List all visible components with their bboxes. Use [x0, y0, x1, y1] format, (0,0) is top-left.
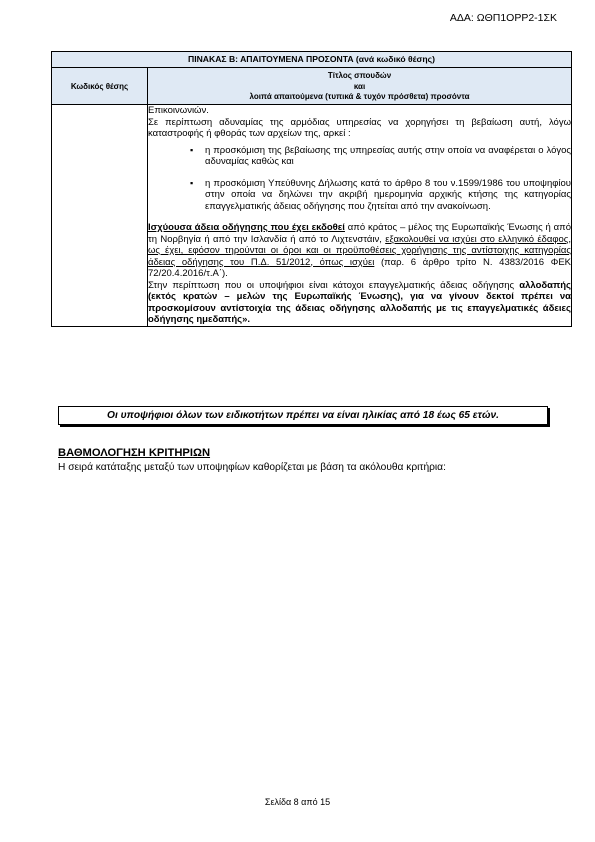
position-code-cell [52, 105, 148, 327]
ada-code: ΑΔΑ: ΩΘΠ1ΟΡΡ2-1ΣΚ [449, 12, 557, 24]
age-from: 18 [422, 410, 435, 421]
header-line-3: λοιπά απαιτούμενα (τυπικά & τυχόν πρόσθετα) προσόντα [249, 92, 470, 102]
page-number: Σελίδα 8 από 15 [264, 797, 331, 807]
header-qualifications [148, 68, 572, 105]
criteria-title: ΒΑΘΜΟΛΟΓΗΣΗ ΚΡΙΤΗΡΙΩΝ [58, 447, 211, 459]
qualifications-cell [148, 105, 572, 327]
header-position-code-label: Κωδικός θέσης [70, 81, 129, 91]
para-inability: Σε περίπτωση αδυναμίας της αρμόδιας υπηρεσίας να χορηγήσει τη βεβαίωση αυτή, λόγω καταστροφής ή φθοράς των αρχείων της, αρκεί : [148, 116, 571, 139]
age-notice: Οι υποψήφιοι όλων των ειδικοτήτων πρέπει να είναι ηλικίας από 18 έως 65 ετών. [58, 406, 548, 425]
header-line-2: και [353, 81, 366, 91]
list-item: ▪ η προσκόμιση Υπεύθυνης Δήλωσης κατά το άρθρο 8 του ν.1599/1986 του υποψηφίου στην οποία να δηλώνει την ακριβή ημερομηνία αρχικής κτήσης της κατηγορίας επαγγελματικής άδειας οδήγησης που ζητείται από την ανακοίνωση. [190, 177, 571, 212]
age-to: 65 [458, 410, 470, 421]
list-item: ▪ η προσκόμιση της βεβαίωσης της υπηρεσίας αυτής στην οποία να αναφέρεται ο λόγος αδυναμίας καθώς και [190, 144, 571, 167]
qualifications-table [51, 51, 572, 327]
bullet-list [148, 145, 571, 213]
para-foreign-license: Στην περίπτωση που οι υποψήφιοι είναι κάτοχοι επαγγελματικής άδειας οδήγησης αλλοδαπής (εκτός κρατών – μελών της Ευρωπαϊκής Ένωσης), για να γίνουν δεκτοί πρέπει να προσκομίσουν αντίστοιχία της άδειας οδήγησης αλλοδαπής με τις επαγγελματικές άδειες οδήγησης ημεδαπής». [148, 279, 571, 325]
header-position-code [52, 68, 148, 105]
table-title: ΠΙΝΑΚΑΣ Β: ΑΠΑΙΤΟΥΜΕΝΑ ΠΡΟΣΟΝΤΑ (ανά κωδικό θέσης) [52, 52, 572, 68]
bullet-icon: ▪ [190, 177, 194, 188]
bullet-icon: ▪ [190, 144, 194, 155]
para-communications: Επικοινωνιών. [148, 105, 209, 116]
para-valid-license: Ισχύουσα άδεια οδήγησης που έχει εκδοθεί από κράτος – μέλος της Ευρωπαϊκής Ένωσης ή από τη Νορβηγία ή από την Ισλανδία ή από το Λιχτενστάιν, εξακολουθεί να ισχύει στο ελληνικό έδαφος, ως έχει, εφόσον τηρούνται οι όροι και οι προϋποθέσεις χορήγησης της αντίστοιχης κατηγορίας άδειας οδήγησης του Π.Δ. 51/2012, όπως ισχύει (παρ. 6 άρθρο τρίτο Ν. 4383/2016 ΦΕΚ 72/20.4.2016/τ.Α΄). [148, 222, 571, 279]
criteria-text: Η σειρά κατάταξης μεταξύ των υποψηφίων καθορίζεται με βάση τα ακόλουθα κριτήρια: [58, 462, 446, 473]
header-line-1: Τίτλος σπουδών [327, 71, 392, 80]
